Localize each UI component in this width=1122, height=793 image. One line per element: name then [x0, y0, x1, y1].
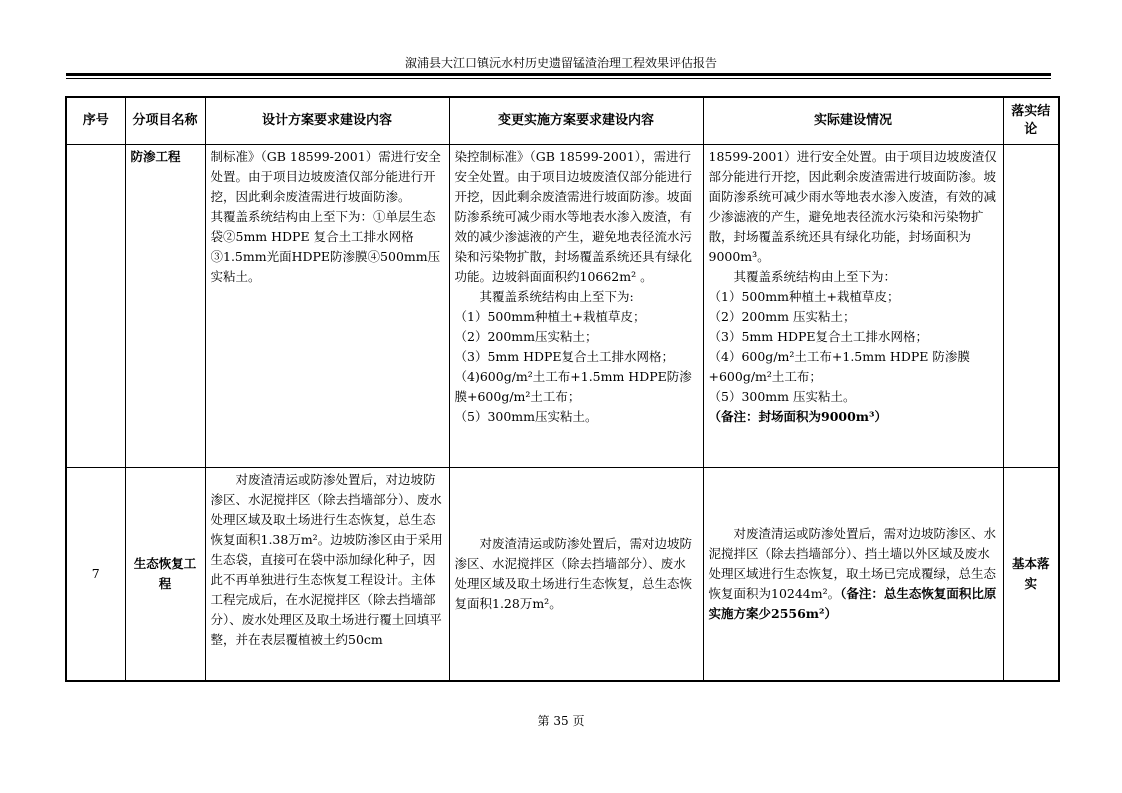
cell-change [449, 145, 703, 468]
col-header-actual: 实际建设情况 [703, 97, 1003, 145]
cell-actual [703, 145, 1003, 468]
design-para: 对废渣清运或防渗处置后，对边坡防渗区、水泥搅拌区（除去挡墙部分）、废水处理区域及取土场进行生态恢复，总生态恢复面积1.38万m²。边坡防渗区由于采用生态袋，直接可在袋中添加绿化种子，因此不再单独进行生态恢复工程设计。主体工程完成后，在水泥搅拌区（除去挡墙部分）、废水处理区及取土场进行覆土回填平整，并在表层覆植被土约50cm [210, 472, 443, 647]
actual-item: （4）600g/m²土工布+1.5mm HDPE 防渗膜+600g/m²土工布； [708, 349, 970, 384]
actual-para: 其覆盖系统结构由上至下为： [733, 269, 897, 284]
actual-item: （3）5mm HDPE复合土工排水网格； [708, 329, 929, 344]
cell-change [449, 468, 703, 682]
actual-item: （5）300mm 压实粘土。 [708, 389, 856, 404]
cell-actual [703, 468, 1003, 682]
cell-no: 7 [66, 468, 125, 682]
cell-design [205, 145, 449, 468]
change-para: 对废渣清运或防渗处置后，需对边坡防渗区、水泥搅拌区（除去挡墙部分）、废水处理区域及取土场进行生态恢复，总生态恢复面积1.28万m²。 [454, 536, 693, 611]
cell-name: 防渗工程 [125, 145, 205, 468]
actual-note: （备注：封场面积为9000m³） [708, 409, 887, 424]
change-item: （2）200mm压实粘土； [454, 329, 598, 344]
col-header-no: 序号 [66, 97, 125, 145]
actual-note: （备注：总生态恢复面积比原实施方案少2556m²） [708, 586, 997, 621]
cell-conclusion: 基本落实 [1003, 468, 1059, 682]
cell-no [66, 145, 125, 468]
table-row [66, 145, 1059, 468]
header-rule-thin [66, 78, 1051, 79]
change-item: （5）300mm压实粘土。 [454, 409, 598, 424]
change-para: 染控制标准》（GB 18599-2001），需进行安全处置。由于项目边坡废渣仅部分能进行开挖，因此剩余废渣需进行坡面防渗。坡面防渗系统可减少雨水等地表水渗入废渣，有效的减少渗滤液的产生，避免地表径流水污染和污染物扩散，封场覆盖系统还具有绿化功能。边坡斜面面积约10662m² 。 [454, 149, 693, 284]
actual-item: （1）500mm种植土+栽植草皮； [708, 289, 900, 304]
design-para: 制标准》（GB 18599-2001）需进行安全处置。由于项目边坡废渣仅部分能进行开挖，因此剩余废渣需进行坡面防渗。 [210, 149, 441, 204]
evaluation-table [65, 96, 1060, 682]
change-item: （4)600g/m²土工布+1.5mm HDPE防渗膜+600g/m²土工布； [454, 369, 692, 404]
col-header-change: 变更实施方案要求建设内容 [449, 97, 703, 145]
actual-para: 18599-2001）进行安全处置。由于项目边坡废渣仅部分能进行开挖，因此剩余废渣需进行坡面防渗。坡面防渗系统可减少雨水等地表水渗入废渣，有效的减少渗滤液的产生，避免地表径流水污染和污染物扩散，封场覆盖系统还具有绿化功能，封场面积为9000m³。 [708, 149, 997, 264]
col-header-name: 分项目名称 [125, 97, 205, 145]
actual-para [709, 524, 998, 624]
cell-conclusion [1003, 145, 1059, 468]
page-number: 第 35 页 [537, 714, 585, 728]
actual-text: 对废渣清运或防渗处置后，需对边坡防渗区、水泥搅拌区（除去挡墙部分）、挡土墙以外区域及废水处理区域进行生态恢复，取土场已完成覆绿，总生态恢复面积为10244m²。 [708, 526, 997, 601]
actual-item: （2）200mm 压实粘土； [708, 309, 856, 324]
design-para: 其覆盖系统结构由上至下为：①单层生态袋②5mm HDPE 复合土工排水网格③1.5mm光面HDPE防渗膜④500mm压实粘土。 [210, 209, 441, 284]
cell-name: 生态恢复工程 [125, 468, 205, 682]
report-title: 溆浦县大江口镇沅水村历史遗留锰渣治理工程效果评估报告 [404, 56, 717, 70]
change-item: （1）500mm种植土+栽植草皮； [454, 309, 646, 324]
table-row [66, 468, 1059, 682]
change-item: （3）5mm HDPE复合土工排水网格； [454, 349, 675, 364]
col-header-conclusion: 落实结论 [1003, 97, 1059, 145]
cell-design [205, 468, 449, 682]
change-para: 其覆盖系统结构由上至下为: [479, 289, 634, 304]
col-header-design: 设计方案要求建设内容 [205, 97, 449, 145]
table-header-row [66, 97, 1059, 145]
header-rule-thick [66, 73, 1051, 76]
